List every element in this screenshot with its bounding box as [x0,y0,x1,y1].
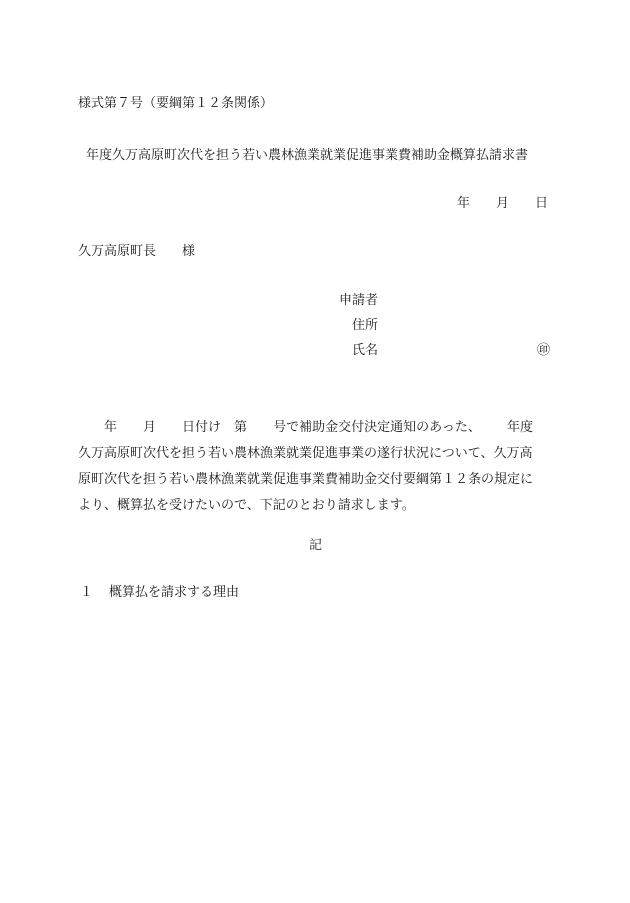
list-item [80,585,239,601]
body-line-1 [78,415,552,441]
item-number: １ [80,585,94,600]
address-label: 住所 [352,318,379,333]
body-line-3: 原町次代を担う若い農林漁業就業促進事業費補助金交付要綱第１２条の規定に [78,472,534,487]
date-month-label: 月 [495,196,509,211]
ki-heading: 記 [309,538,323,553]
addressee [78,244,195,260]
body-year: 年 [104,420,118,435]
body-no-prefix: 第 [234,420,248,435]
body-month: 月 [143,420,157,435]
applicant-label: 申請者 [339,293,379,308]
addressee-name: 久万高原町長 [78,244,157,259]
body-line-2: 久万高原町次代を担う若い農林漁業就業促進事業の遂行状況について、久万高 [78,446,533,461]
item-label: 概算払を請求する理由 [109,585,240,600]
date-line [457,196,548,212]
body-year-tail: 年度 [506,420,533,435]
body-rest-line1: 号で補助金交付決定通知のあった、 [273,420,481,435]
name-label: 氏名 [352,343,379,358]
form-number: 様式第７号（要綱第１２条関係） [78,96,274,111]
date-year-label: 年 [456,196,470,211]
seal-mark: ㊞ [537,343,551,358]
body-line-4: より、概算払を受けたいので、下記のとおり請求します。 [78,498,415,513]
document-title: 年度久万高原町次代を担う若い農林漁業就業促進事業費補助金概算払請求書 [86,148,529,163]
addressee-honorific: 様 [182,244,196,259]
date-day-label: 日 [534,196,548,211]
request-body [78,415,552,519]
body-day-dated: 日付け [182,420,222,435]
